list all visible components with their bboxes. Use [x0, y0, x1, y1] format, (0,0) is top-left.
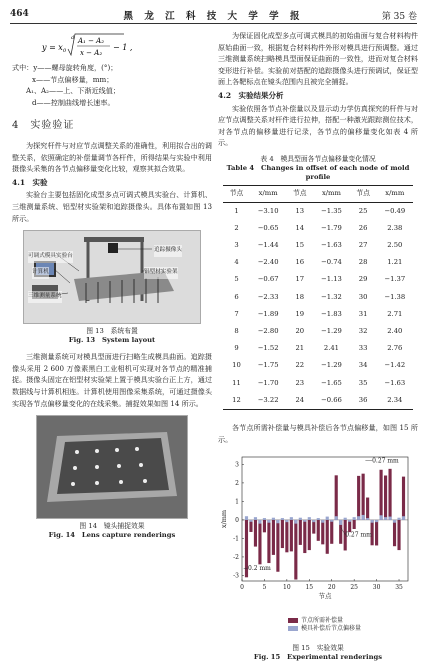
table-cell: 19 [295, 309, 305, 318]
table-cell: −0.65 [257, 223, 279, 232]
offset-table [223, 185, 413, 410]
bar-after-28 [366, 518, 369, 520]
table-cell: 1.21 [387, 258, 403, 267]
table-cell: 27 [358, 241, 368, 250]
annotation: −0.2 mm [243, 565, 271, 573]
table-cell: −1.89 [257, 309, 279, 318]
paragraph: 三维测量系统可对模具型面进行扫略生成模具曲面。追踪摄像头采用 2 600 万像素黑白工业相机可实现对各节点的精准捕捉。摄像头固定在铝型材实验架上置于模具实验台正上方，通过数据线与计算机相连。计算机使用图像采集系统，可通过摄像头实现各节点偏移量变化的在线采集。捕捉效果如图 14 所示。 [12, 352, 212, 408]
table-cell: 1 [234, 206, 239, 215]
bar-after-24 [348, 520, 351, 522]
bar-after-36 [402, 517, 405, 521]
table-header-cell: x/mm [313, 185, 349, 202]
table-cell: 2.41 [323, 344, 340, 353]
subsection-heading: 4.1 实验 [12, 177, 48, 187]
table-cell: 3 [234, 241, 239, 250]
bar-after-23 [344, 518, 347, 520]
x-tick-label: 5 [262, 584, 267, 592]
table-cell: 35 [358, 378, 368, 387]
def-x: x——节点偏移量，mm； [32, 74, 114, 84]
bar-required-15 [308, 520, 311, 550]
table-row [223, 272, 413, 289]
bar-required-14 [303, 520, 306, 553]
table-4-title-en: Table 4 Changes in offset of each node of mold profile [226, 163, 410, 181]
bar-required-4 [258, 520, 261, 564]
bar-after-35 [397, 518, 400, 520]
table-row [223, 340, 413, 357]
bar-after-31 [380, 516, 383, 521]
table-header-cell: 节点 [286, 185, 313, 202]
bar-after-25 [353, 518, 356, 521]
x-axis-label: 节点 [318, 592, 332, 601]
table-cell: 15 [295, 241, 305, 250]
table-row [223, 237, 413, 254]
table-header-cell: x/mm [377, 185, 413, 202]
y-tick-label: -3 [233, 572, 239, 580]
table-cell: 9 [234, 344, 239, 353]
table-cell: 2.40 [387, 327, 403, 336]
legend-swatch [288, 618, 298, 623]
table-cell: 2.34 [377, 392, 413, 410]
table-cell: −0.67 [257, 275, 279, 284]
x-tick-label: 0 [240, 584, 244, 592]
subsection-heading: 4.2 实验结果分析 [218, 90, 284, 100]
bar-after-5 [263, 518, 266, 520]
table-cell: −1.63 [384, 378, 406, 387]
bar-after-20 [330, 520, 333, 522]
y-tick-label: -1 [233, 535, 239, 543]
bar-after-1 [245, 517, 248, 521]
bar-after-34 [393, 520, 396, 523]
table-cell: 2.71 [387, 309, 403, 318]
bar-required-25 [353, 520, 356, 529]
formula-d: d [71, 35, 75, 41]
def-y: 式中：y——螺母旋转角度，(°)； [12, 63, 118, 72]
table-row [223, 220, 413, 237]
table-header-cell: 节点 [223, 185, 250, 202]
bar-required-11 [290, 520, 293, 551]
table-cell: −1.38 [384, 292, 406, 301]
table-cell: 23 [295, 378, 305, 387]
table-cell: −0.49 [384, 206, 406, 215]
bar-required-17 [317, 520, 320, 541]
table-cell: 8 [234, 327, 239, 336]
legend-label: 节点所需补偿量 [301, 617, 344, 625]
chart-svg [220, 449, 415, 614]
table-row [223, 202, 413, 220]
bar-required-9 [281, 520, 284, 548]
paragraph: 为探究杆件与对应节点调整关系的准确性，利用拟合出的调整关系，依照确定的补偿量调节各杆件，所得结果与实验中利用摄像头采集的各节点偏移量变化比较，观察其拟合效果。 [12, 140, 212, 174]
label-computer: 计算机 [32, 267, 49, 279]
figure-14-photo [36, 415, 188, 519]
annotation: 0.27 mm [372, 457, 399, 465]
label-camera: 追踪摄像头 [154, 245, 182, 257]
def-a: A₁、A₂——上、下渐近线值； [26, 86, 120, 96]
figure-15-chart [220, 449, 415, 644]
table-cell: 13 [295, 206, 305, 215]
table-cell: −1.37 [384, 275, 406, 284]
formula-den: x − A₂ [80, 49, 103, 57]
table-cell: −3.22 [250, 392, 286, 410]
x-tick-label: 10 [283, 584, 291, 592]
table-cell: −1.70 [257, 378, 279, 387]
legend-swatch [288, 626, 298, 631]
paragraph: 实验依照各节点补偿量以及显示动力学仿真探究的杆件与对应节点调整关系对杆件进行拉伸，搭配一种激光跟踪测位技术，对各节点的偏移量进行记录，各节点的偏移量变化如表 4 所示。 [218, 103, 418, 148]
camera-icon [108, 243, 118, 253]
table-cell: 22 [295, 361, 305, 370]
table-cell: 30 [358, 292, 368, 301]
figure-14-caption: 图 14 镜头捕捉效果 [79, 522, 145, 531]
bar-required-18 [321, 520, 324, 544]
table-cell: −1.65 [321, 378, 342, 387]
bar-after-17 [317, 518, 320, 520]
table-cell: −1.75 [257, 361, 279, 370]
x-tick-label: 20 [327, 584, 336, 592]
table-cell: −1.44 [257, 241, 279, 250]
label-frame: 铝型材实验架 [144, 267, 178, 279]
bar-after-14 [303, 520, 306, 522]
table-cell: 28 [358, 258, 368, 267]
def-d: d——控制曲线增长速率。 [32, 97, 115, 107]
chart-legend [288, 617, 361, 633]
table-cell: 2.38 [387, 223, 403, 232]
table-cell: −2.40 [257, 258, 279, 267]
formula-y: y = x [42, 43, 63, 52]
y-tick-label: 3 [235, 461, 239, 469]
table-cell: 5 [234, 275, 239, 284]
label-3d-measure: 三维测量系统 [28, 291, 62, 303]
figure-15-caption: 图 15 实验效果 [292, 644, 344, 653]
x-tick-label: 35 [395, 584, 403, 592]
table-cell: 32 [358, 327, 368, 336]
annotation: 0.27 mm [345, 531, 372, 539]
table-cell: 2.76 [387, 344, 403, 353]
table-row [223, 375, 413, 392]
running-header [10, 8, 417, 22]
formula-svg [12, 30, 212, 62]
formula [12, 30, 212, 62]
figure-15-caption-en: Fig. 15 Experimental renderings [253, 653, 383, 662]
plot-frame [242, 457, 408, 581]
bar-required-6 [267, 520, 270, 563]
table-header-cell: x/mm [250, 185, 286, 202]
bar-required-5 [263, 520, 266, 532]
table-cell: 31 [358, 309, 368, 318]
table-cell: −1.52 [257, 344, 279, 353]
table-cell: −1.13 [321, 275, 342, 284]
x-tick-label: 30 [372, 584, 381, 592]
bar-required-10 [285, 520, 288, 552]
bar-after-9 [281, 518, 284, 520]
table-row [223, 255, 413, 272]
capture-render [37, 416, 187, 518]
table-cell: 12 [223, 392, 250, 410]
bar-after-30 [375, 520, 378, 522]
table-row [223, 392, 413, 410]
table-cell: 33 [358, 344, 368, 353]
bar-required-20 [330, 520, 333, 544]
legend-item [288, 625, 361, 633]
bar-required-32 [384, 476, 387, 520]
bar-after-22 [339, 520, 342, 525]
table-cell: 21 [295, 344, 305, 353]
table-cell: −0.66 [313, 392, 349, 410]
right-column [218, 30, 418, 662]
formula-tail: − 1 , [113, 43, 133, 52]
bar-after-2 [249, 520, 252, 522]
table-cell: 17 [295, 275, 305, 284]
paragraph: 实验台主要包括固化成型多点可调式模具实验台、计算机、三维测量系统、铝型材实验架和追踪摄像头。具体布置如图 13 所示。 [12, 190, 212, 223]
bar-after-29 [371, 520, 374, 523]
paragraph: 各节点所需补偿量与模具补偿后各节点偏移量，如图 15 所示。 [218, 423, 418, 444]
figure-14-caption-en: Fig. 14 Lens capture renderings [48, 531, 176, 540]
left-column [12, 30, 212, 540]
bar-after-15 [308, 518, 311, 521]
bar-required-21 [335, 476, 338, 521]
table-cell: 2.50 [387, 241, 403, 250]
table-cell: −1.79 [321, 223, 342, 232]
table-cell: −0.74 [321, 258, 342, 267]
table-cell: 24 [286, 392, 313, 410]
bar-required-12 [294, 520, 297, 580]
table-header-cell: 节点 [350, 185, 377, 202]
bar-required-30 [375, 520, 378, 546]
table-cell: −1.83 [321, 309, 342, 318]
bar-after-3 [254, 518, 257, 521]
bar-required-19 [326, 520, 329, 554]
bar-after-4 [258, 520, 261, 524]
bar-after-16 [312, 520, 315, 522]
legend-label: 模具补偿后节点偏移量 [301, 625, 362, 633]
table-cell: 34 [358, 361, 368, 370]
x-tick-label: 15 [305, 584, 314, 592]
bar-required-35 [397, 520, 400, 550]
table-cell: 26 [358, 223, 368, 232]
table-cell: 16 [295, 258, 305, 267]
volume-label: 第 35 卷 [381, 12, 417, 22]
figure-13-photo [23, 230, 201, 324]
paragraph: 为保证固化成型多点可调式模具的初始曲面与复合材料构件原始曲面一致，根据复合材料构件外形对模具进行预调整。通过三维测量系统扫略模具型面保证曲面的一致性，进而对复合材料变形进行补偿。实验前对搭配的追踪摄像头进行预调试，保证型面上各靶标点在镜头范围内且被完全捕捉。 [218, 31, 418, 87]
table-row [223, 306, 413, 323]
page-number: 464 [10, 9, 29, 19]
formula-num: A₁ − A₂ [78, 37, 105, 45]
table-cell: 20 [295, 327, 305, 336]
bar-required-8 [276, 520, 279, 572]
table-cell: −1.29 [321, 361, 342, 370]
bar-after-10 [285, 520, 288, 522]
table-cell: −3.10 [257, 206, 279, 215]
table-cell: −1.42 [384, 361, 406, 370]
table-cell: 6 [234, 292, 239, 301]
bar-after-11 [290, 518, 293, 521]
bar-after-32 [384, 518, 387, 521]
x-tick-label: 25 [350, 584, 358, 592]
bar-required-7 [272, 520, 275, 555]
formula-x0-sub: 0 [63, 48, 67, 54]
bar-required-28 [366, 498, 369, 520]
bar-after-33 [388, 517, 391, 520]
label-mold-rig: 可调式模具实验台 [28, 251, 73, 263]
bar-required-33 [388, 469, 391, 520]
bar-after-7 [272, 518, 275, 520]
bar-after-12 [294, 520, 297, 524]
bar-after-13 [299, 518, 302, 520]
formula-definitions [12, 62, 212, 108]
bar-required-13 [299, 520, 302, 545]
bar-after-19 [326, 517, 329, 520]
table-cell: 11 [232, 378, 241, 387]
bar-after-8 [276, 520, 279, 523]
table-cell: 14 [295, 223, 305, 232]
table-row [223, 323, 413, 340]
table-cell: 29 [358, 275, 368, 284]
bar-after-21 [335, 517, 338, 521]
table-cell: −1.35 [321, 206, 342, 215]
bar-after-6 [267, 520, 270, 523]
bar-after-18 [321, 520, 324, 523]
table-4-title: 表 4 模具型面各节点偏移量变化情况 [260, 154, 376, 163]
bar-required-27 [362, 474, 365, 520]
table-row [223, 289, 413, 306]
journal-title: 黑 龙 江 科 技 大 学 学 报 [123, 11, 304, 22]
bar-required-31 [380, 470, 383, 520]
table-cell: −1.32 [321, 292, 342, 301]
header-rule [10, 23, 417, 24]
y-tick-label: 0 [235, 517, 239, 525]
table-cell: 10 [232, 361, 241, 370]
bar-required-34 [393, 520, 396, 546]
y-axis-label: x/mm [220, 510, 228, 529]
y-tick-label: -2 [233, 554, 239, 562]
table-cell: 36 [350, 392, 377, 410]
bar-required-26 [357, 476, 360, 520]
table-cell: 2 [234, 223, 239, 232]
table-row [223, 358, 413, 375]
figure-13-caption-en: Fig. 13 System layout [68, 336, 156, 345]
table-cell: −2.33 [257, 292, 279, 301]
table-cell: 18 [295, 292, 305, 301]
table-cell: −2.80 [257, 327, 279, 336]
table-cell: −1.63 [321, 241, 342, 250]
table-header-row [223, 185, 413, 202]
y-tick-label: 2 [235, 480, 239, 488]
y-tick-label: 1 [235, 498, 239, 506]
table-cell: −1.29 [321, 327, 342, 336]
bar-after-26 [357, 517, 360, 521]
section-heading: 4 实验验证 [12, 120, 75, 132]
table-cell: 25 [358, 206, 368, 215]
figure-13-caption: 图 13 系统布置 [86, 327, 138, 336]
table-cell: 7 [234, 309, 239, 318]
bar-required-36 [402, 477, 405, 520]
bar-after-27 [362, 515, 365, 520]
table-cell: 4 [234, 258, 239, 267]
bar-required-3 [254, 520, 257, 547]
